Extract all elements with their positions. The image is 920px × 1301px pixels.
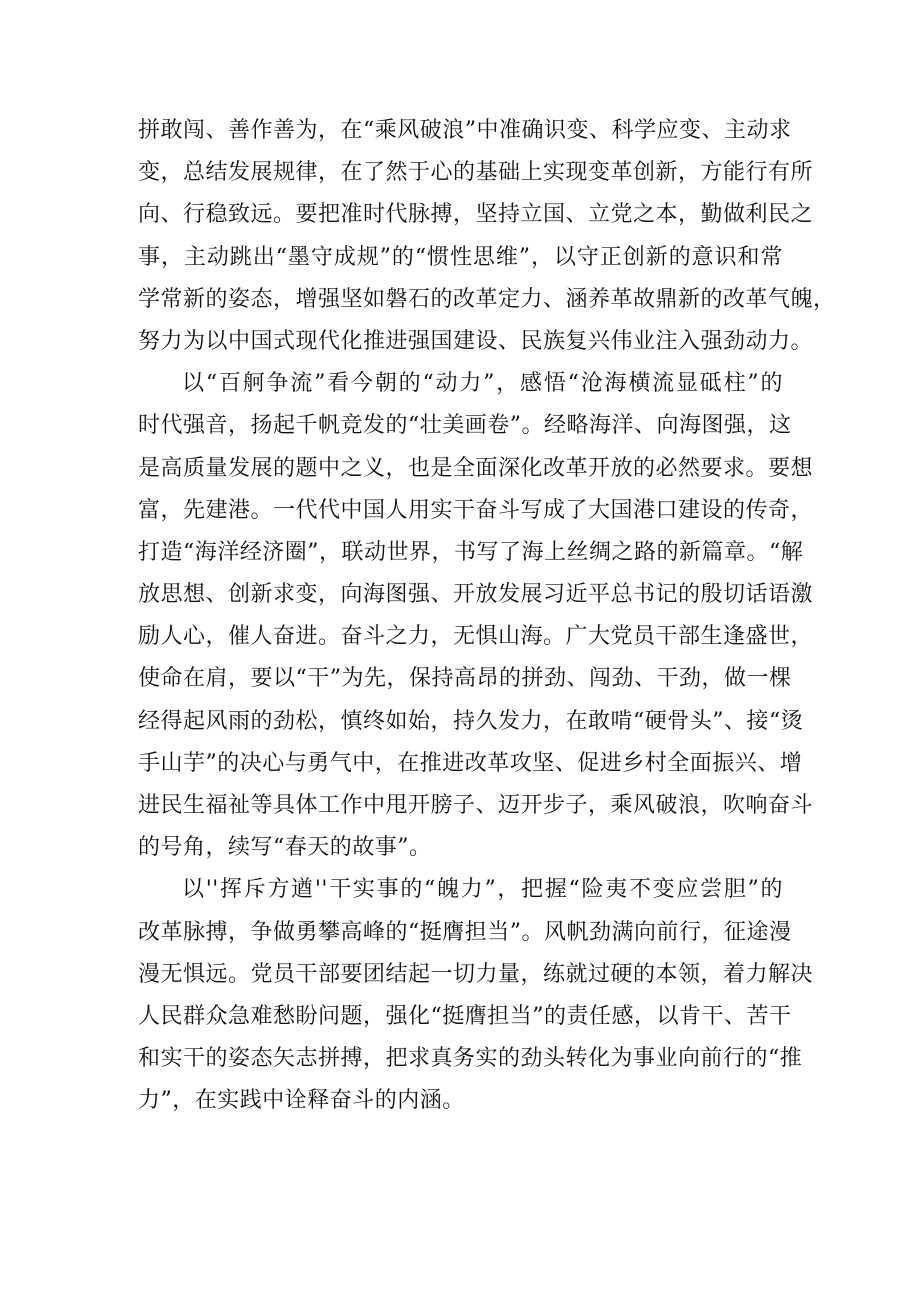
text-line: 放思想、创新求变，向海图强、开放发展习近平总书记的殷切话语激 xyxy=(138,582,814,608)
text-line: 和实干的姿态矢志拼搏，把求真务实的劲头转化为事业向前行的“推 xyxy=(138,1046,803,1072)
text-line: 拼敢闯、善作善为，在“乘风破浪”中准确识变、科学应变、主动求 xyxy=(138,118,792,143)
text-line: 人民群众急难愁盼问题，强化“挺膺担当”的责任感，以肯干、苦干 xyxy=(138,1003,792,1029)
text-line: 打造“海洋经济圈”，联动世界，书写了海上丝绸之路的新篇章。“解 xyxy=(138,539,804,565)
text-line: 变，总结发展规律，在了然于心的基础上实现变革创新，方能行有所 xyxy=(138,160,814,186)
text-line: 改革脉搏，争做勇攀高峰的“挺膺担当”。风帆劲满向前行，征途漫 xyxy=(138,919,792,945)
text-line: 的号角，续写“春天的故事”。 xyxy=(138,835,432,861)
text-line: 时代强音，扬起千帆竞发的“壮美画卷”。经略海洋、向海图强，这 xyxy=(138,413,792,439)
text-line: 进民生福祉等具体工作中甩开膀子、迈开步子，乘风破浪，吹响奋斗 xyxy=(138,793,814,818)
text-line: 学常新的姿态，增强坚如磐石的改革定力、涵养革故鼎新的改革气魄， xyxy=(138,286,836,312)
document-body xyxy=(138,110,836,1123)
text-line: 励人心，催人奋进。奋斗之力，无惧山海。广大党员干部生逢盛世， xyxy=(138,624,814,650)
text-line: 富，先建港。一代代中国人用实干奋斗写成了大国港口建设的传奇， xyxy=(138,497,814,523)
text-line: 使命在肩，要以“干”为先，保持高昂的拼劲、闯劲、干劲，做一棵 xyxy=(138,666,792,692)
text-line: 向、行稳致远。要把准时代脉搏，坚持立国、立党之本，勤做利民之 xyxy=(138,202,814,228)
paragraph-1 xyxy=(138,110,836,363)
text-line: 经得起风雨的劲松，慎终如始，持久发力，在敢啃“硬骨头”、接“烫 xyxy=(138,708,804,734)
text-line: 漫无惧远。党员干部要团结起一切力量，练就过硬的本领，着力解决 xyxy=(138,961,814,987)
text-line: 是高质量发展的题中之义，也是全面深化改革开放的必然要求。要想 xyxy=(138,455,814,481)
text-line: 以“百舸争流”看今朝的“动力”，感悟“沧海横流显砥柱”的 xyxy=(182,371,783,397)
text-line: 力”，在实践中诠释奋斗的内涵。 xyxy=(138,1088,465,1114)
paragraph-3 xyxy=(138,869,814,1122)
paragraph-2 xyxy=(138,363,814,869)
text-line: 以''挥斥方遒''干实事的“魄力”，把握“险夷不变应尝胆”的 xyxy=(182,877,783,903)
text-line: 努力为以中国式现代化推进强国建设、民族复兴伟业注入强劲动力。 xyxy=(138,328,814,354)
text-line: 手山芋”的决心与勇气中，在推进改革攻坚、促进乡村全面振兴、增 xyxy=(138,750,803,776)
text-line: 事，主动跳出“墨守成规”的“惯性思维”，以守正创新的意识和常 xyxy=(138,244,783,270)
